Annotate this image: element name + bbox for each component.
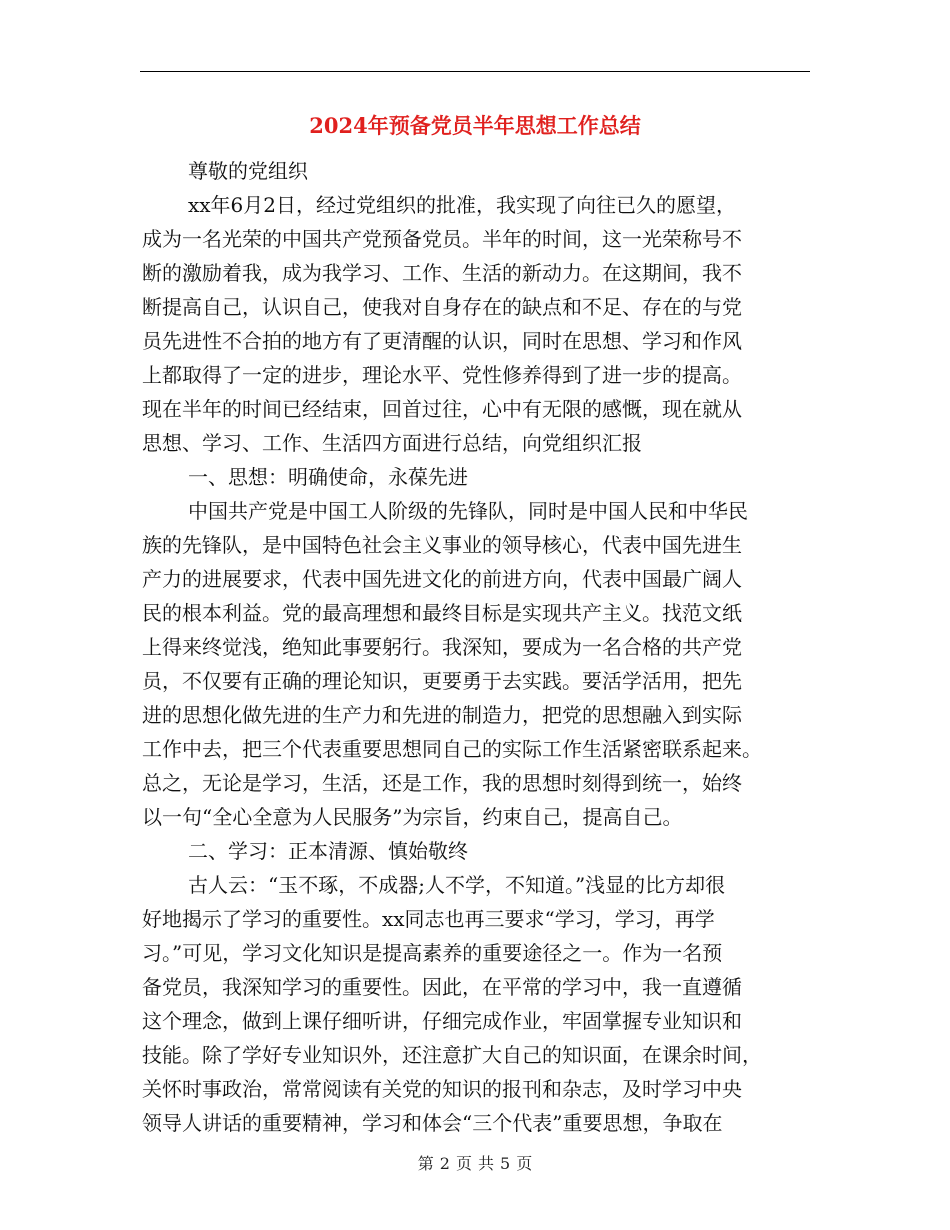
text-line: 尊敬的党组织 — [188, 159, 308, 183]
page-footer — [0, 1152, 950, 1176]
text-line: 断提高自己，认识自己，使我对自身存在的缺点和不足、存在的与党 — [142, 295, 742, 319]
text-line: 技能。除了学好专业知识外，还注意扩大自己的知识面，在课余时间， — [142, 1043, 762, 1067]
text-line: xx年6月2日，经过党组织的批准，我实现了向往已久的愿望， — [188, 193, 737, 217]
footer-page-label: 页 — [455, 1154, 472, 1173]
text-line: 备党员，我深知学习的重要性。因此，在平常的学习中，我一直遵循 — [142, 975, 742, 999]
footer-total-label: 共 — [478, 1154, 495, 1173]
text-line: 成为一名光荣的中国共产党预备党员。半年的时间，这一光荣称号不 — [142, 227, 742, 251]
text-line: 工作中去，把三个代表重要思想同自己的实际工作生活紧密联系起来。 — [142, 737, 762, 761]
document-body — [142, 154, 810, 1140]
text-line: 领导人讲话的重要精神，学习和体会“三个代表”重要思想，争取在 — [142, 1111, 723, 1135]
text-line: 好地揭示了学习的重要性。xx同志也再三要求“学习，学习，再学 — [142, 907, 715, 931]
text-line: 员先进性不合拍的地方有了更清醒的认识，同时在思想、学习和作风 — [142, 329, 742, 353]
text-line: 断的激励着我，成为我学习、工作、生活的新动力。在这期间，我不 — [142, 261, 742, 285]
text-line: 一、思想：明确使命，永葆先进 — [188, 465, 468, 489]
text-line: 二、学习：正本清源、慎始敬终 — [188, 839, 468, 863]
text-line: 关怀时事政治，常常阅读有关党的知识的报刊和杂志，及时学习中央 — [142, 1077, 742, 1101]
footer-prefix: 第 — [417, 1154, 434, 1173]
text-line: 中国共产党是中国工人阶级的先锋队，同时是中国人民和中华民 — [188, 499, 748, 523]
text-line: 这个理念，做到上课仔细听讲，仔细完成作业，牢固掌握专业知识和 — [142, 1009, 742, 1033]
text-line: 族的先锋队，是中国特色社会主义事业的领导核心，代表中国先进生 — [142, 533, 742, 557]
text-line: 以一句“全心全意为人民服务”为宗旨，约束自己，提高自己。 — [142, 805, 683, 829]
text-line: 古人云：“玉不琢，不成器;人不学，不知道。”浅显的比方却很 — [188, 873, 726, 897]
footer-suffix: 页 — [516, 1154, 533, 1173]
footer-total-pages: 5 — [500, 1154, 511, 1173]
text-line: 上都取得了一定的进步，理论水平、党性修养得到了进一步的提高。 — [142, 363, 742, 387]
footer-current-page: 2 — [439, 1154, 450, 1173]
header-rule — [140, 71, 810, 72]
text-line: 总之，无论是学习，生活，还是工作，我的思想时刻得到统一，始终 — [142, 771, 742, 795]
text-line: 产力的进展要求，代表中国先进文化的前进方向，代表中国最广阔人 — [142, 567, 742, 591]
text-line: 现在半年的时间已经结束，回首过往，心中有无限的感慨，现在就从 — [142, 397, 742, 421]
text-line: 习。”可见，学习文化知识是提高素养的重要途径之一。作为一名预 — [142, 941, 723, 965]
text-line: 民的根本利益。党的最高理想和最终目标是实现共产主义。找范文纸 — [142, 601, 742, 625]
text-line: 上得来终觉浅，绝知此事要躬行。我深知，要成为一名合格的共产党 — [142, 635, 742, 659]
text-line: 进的思想化做先进的生产力和先进的制造力，把党的思想融入到实际 — [142, 703, 742, 727]
document-title: 2024年预备党员半年思想工作总结 — [309, 113, 641, 138]
text-line: 思想、学习、工作、生活四方面进行总结，向党组织汇报 — [142, 431, 642, 455]
text-line: 员，不仅要有正确的理论知识，更要勇于去实践。要活学活用，把先 — [142, 669, 742, 693]
